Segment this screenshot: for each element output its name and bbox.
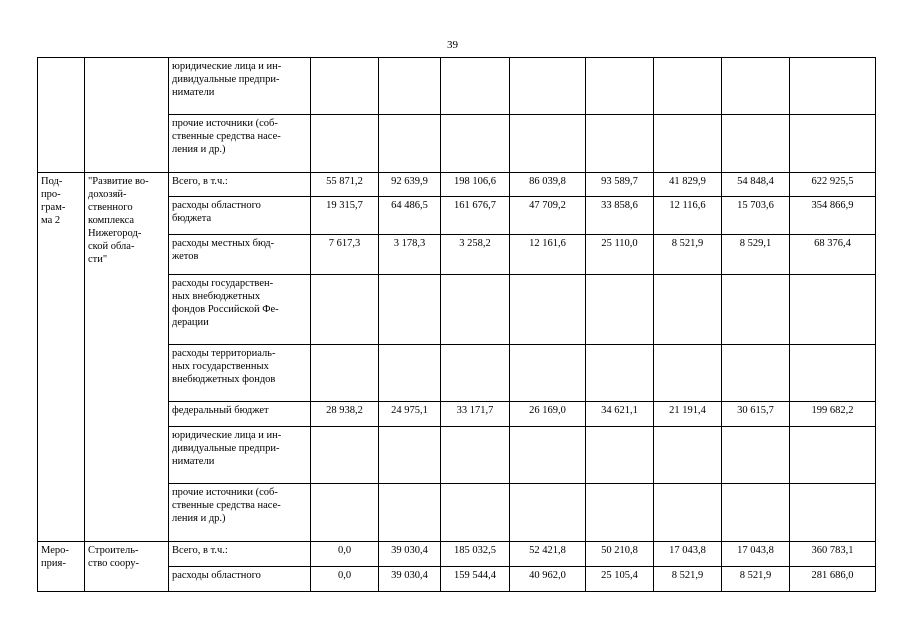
value-cell: 0,0 [311,542,379,567]
value-cell [722,58,790,115]
value-cell [586,275,654,345]
value-cell [441,58,510,115]
value-cell: 47 709,2 [510,197,586,235]
total-cell: 354 866,9 [790,197,876,235]
total-cell: 360 783,1 [790,542,876,567]
value-cell [379,427,441,484]
total-cell: 622 925,5 [790,173,876,197]
value-cell [654,484,722,542]
value-cell [311,58,379,115]
source-cell: расходы областного бюджета [169,197,311,235]
value-cell [586,58,654,115]
value-cell [311,427,379,484]
budget-table [37,57,876,592]
source-cell: Всего, в т.ч.: [169,173,311,197]
value-cell [311,275,379,345]
value-cell [654,115,722,173]
source-cell: расходы государствен- ных внебюджетных фондов Российской Фе- дерации [169,275,311,345]
value-cell [722,484,790,542]
value-cell: 39 030,4 [379,542,441,567]
value-cell: 8 521,9 [654,567,722,592]
value-cell [311,345,379,402]
value-cell: 3 258,2 [441,235,510,275]
table-row [38,58,876,115]
value-cell [586,427,654,484]
value-cell [441,275,510,345]
total-cell [790,275,876,345]
value-cell: 17 043,8 [654,542,722,567]
value-cell: 33 171,7 [441,402,510,427]
value-cell: 25 105,4 [586,567,654,592]
value-cell [441,427,510,484]
value-cell [654,427,722,484]
source-cell: федеральный бюджет [169,402,311,427]
value-cell [654,345,722,402]
value-cell [510,115,586,173]
value-cell: 52 421,8 [510,542,586,567]
table-row [38,173,876,197]
value-cell: 55 871,2 [311,173,379,197]
total-cell: 199 682,2 [790,402,876,427]
value-cell: 0,0 [311,567,379,592]
value-cell: 15 703,6 [722,197,790,235]
source-cell: расходы областного [169,567,311,592]
value-cell: 34 621,1 [586,402,654,427]
source-cell: юридические лица и ин- дивидуальные предпри- ниматели [169,58,311,115]
value-cell: 64 486,5 [379,197,441,235]
value-cell [654,58,722,115]
source-cell: прочие источники (соб- ственные средства насе- ления и др.) [169,484,311,542]
source-cell: юридические лица и ин- дивидуальные предпри- ниматели [169,427,311,484]
total-cell [790,345,876,402]
value-cell: 39 030,4 [379,567,441,592]
value-cell [379,484,441,542]
value-cell [510,484,586,542]
name-cell [85,58,169,173]
name-cell: Строитель- ство соору- [85,542,169,592]
value-cell [441,115,510,173]
value-cell: 7 617,3 [311,235,379,275]
value-cell: 12 116,6 [654,197,722,235]
value-cell [654,275,722,345]
value-cell [379,275,441,345]
value-cell: 8 521,9 [654,235,722,275]
value-cell: 50 210,8 [586,542,654,567]
value-cell: 17 043,8 [722,542,790,567]
source-cell: расходы территориаль- ных государственных внебюджетных фондов [169,345,311,402]
value-cell: 12 161,6 [510,235,586,275]
value-cell [722,427,790,484]
name-cell: "Развитие во- дохозяй- ственного комплекса Нижегород- ской обла- сти" [85,173,169,542]
source-cell: Всего, в т.ч.: [169,542,311,567]
total-cell [790,427,876,484]
value-cell: 54 848,4 [722,173,790,197]
value-cell [510,275,586,345]
page-number: 39 [447,39,458,51]
value-cell: 3 178,3 [379,235,441,275]
table-body [38,58,876,592]
value-cell [379,58,441,115]
value-cell: 198 106,6 [441,173,510,197]
value-cell [379,115,441,173]
value-cell [722,345,790,402]
program-cell: Под- про- грам- ма 2 [38,173,85,542]
value-cell [510,58,586,115]
value-cell [586,484,654,542]
total-cell [790,484,876,542]
value-cell [510,345,586,402]
value-cell: 33 858,6 [586,197,654,235]
total-cell: 281 686,0 [790,567,876,592]
program-cell [38,58,85,173]
table-row [38,542,876,567]
value-cell [441,345,510,402]
value-cell: 19 315,7 [311,197,379,235]
value-cell: 24 975,1 [379,402,441,427]
source-cell: прочие источники (соб- ственные средства насе- ления и др.) [169,115,311,173]
value-cell [722,275,790,345]
value-cell: 21 191,4 [654,402,722,427]
value-cell [311,484,379,542]
value-cell: 161 676,7 [441,197,510,235]
total-cell [790,115,876,173]
value-cell: 86 039,8 [510,173,586,197]
value-cell: 8 529,1 [722,235,790,275]
value-cell [441,484,510,542]
value-cell [586,345,654,402]
value-cell: 40 962,0 [510,567,586,592]
value-cell: 28 938,2 [311,402,379,427]
value-cell: 159 544,4 [441,567,510,592]
value-cell: 93 589,7 [586,173,654,197]
source-cell: расходы местных бюд- жетов [169,235,311,275]
value-cell: 30 615,7 [722,402,790,427]
value-cell [722,115,790,173]
total-cell [790,58,876,115]
value-cell [586,115,654,173]
value-cell: 8 521,9 [722,567,790,592]
value-cell [379,345,441,402]
value-cell: 92 639,9 [379,173,441,197]
value-cell: 185 032,5 [441,542,510,567]
program-cell: Меро- прия- [38,542,85,592]
value-cell: 25 110,0 [586,235,654,275]
value-cell: 41 829,9 [654,173,722,197]
value-cell [311,115,379,173]
value-cell [510,427,586,484]
total-cell: 68 376,4 [790,235,876,275]
value-cell: 26 169,0 [510,402,586,427]
